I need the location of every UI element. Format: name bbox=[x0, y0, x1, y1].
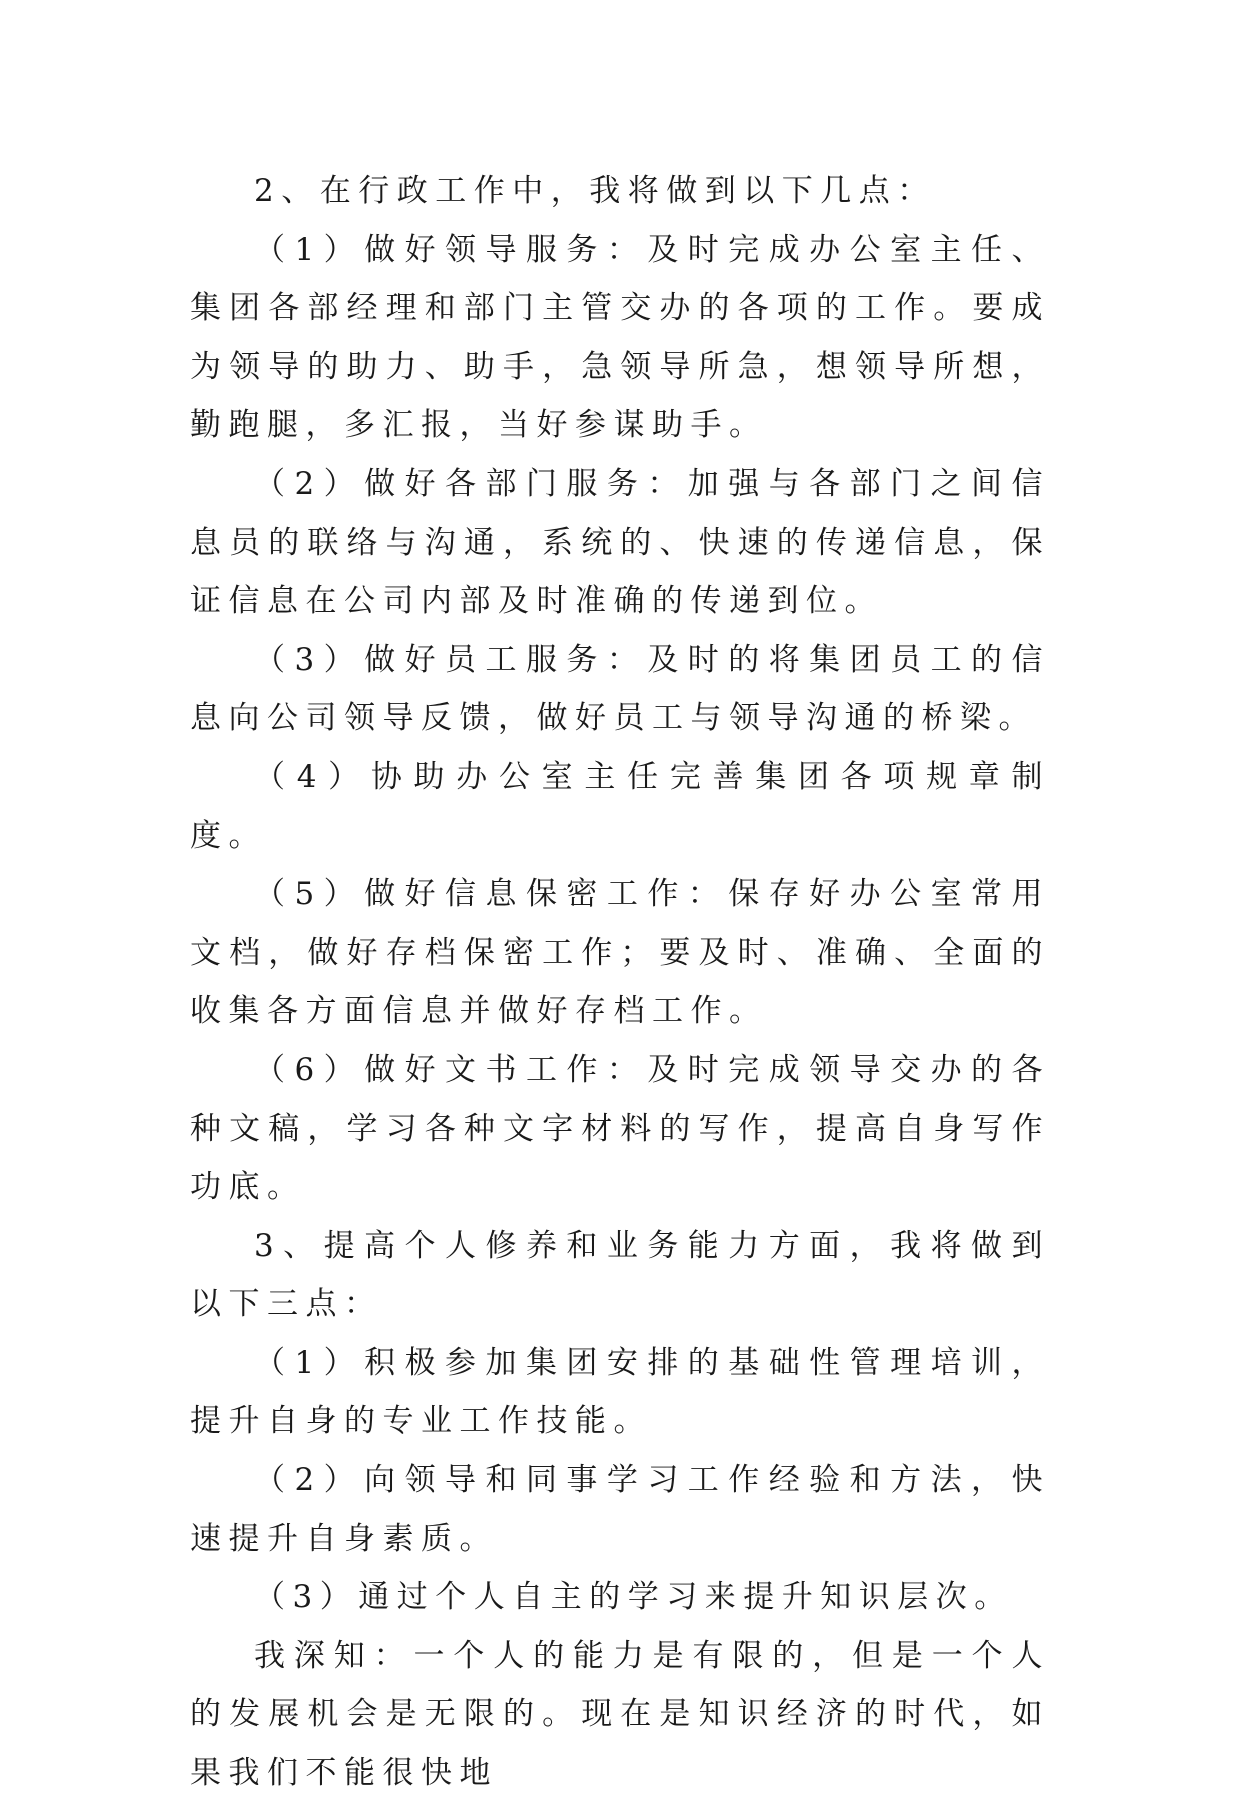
paragraph-admin-work-heading: 2、在行政工作中，我将做到以下几点： bbox=[254, 173, 936, 209]
paragraph-department-service: （2）做好各部门服务：加强与各部门之间信息员的联络与沟通，系统的、快速的传递信息，保证信息在公司内部及时准确的传递到位。 bbox=[190, 465, 1050, 620]
paragraph-rules-assist: （4）协助办公室主任完善集团各项规章制度。 bbox=[190, 758, 1050, 854]
paragraph-self-improvement-heading: 3、提高个人修养和业务能力方面，我将做到以下三点： bbox=[190, 1227, 1050, 1323]
paragraph-employee-service: （3）做好员工服务：及时的将集团员工的信息向公司领导反馈，做好员工与领导沟通的桥梁。 bbox=[190, 641, 1050, 737]
paragraph-clerical-work: （6）做好文书工作：及时完成领导交办的各种文稿，学习各种文字材料的写作，提高自身写作功底。 bbox=[190, 1051, 1050, 1206]
paragraph-self-study: （3）通过个人自主的学习来提升知识层次。 bbox=[254, 1579, 1013, 1616]
paragraph-learn-from-colleagues: （2）向领导和同事学习工作经验和方法，快速提升自身素质。 bbox=[190, 1462, 1050, 1557]
paragraph-leader-service: （1）做好领导服务：及时完成办公室主任、集团各部经理和部门主管交办的各项的工作。要成为领导的助力、助手，急领导所急，想领导所想，勤跑腿，多汇报，当好参谋助手。 bbox=[190, 231, 1050, 444]
paragraph-confidentiality: （5）做好信息保密工作：保存好办公室常用文档，做好存档保密工作；要及时、准确、全面的收集各方面信息并做好存档工作。 bbox=[190, 876, 1050, 1030]
paragraph-training: （1）积极参加集团安排的基础性管理培训，提升自身的专业工作技能。 bbox=[190, 1344, 1050, 1440]
document-body bbox=[190, 162, 1050, 1803]
paragraph-conclusion: 我深知：一个人的能力是有限的，但是一个人的发展机会是无限的。现在是知识经济的时代，如果我们不能很快地 bbox=[190, 1637, 1050, 1792]
